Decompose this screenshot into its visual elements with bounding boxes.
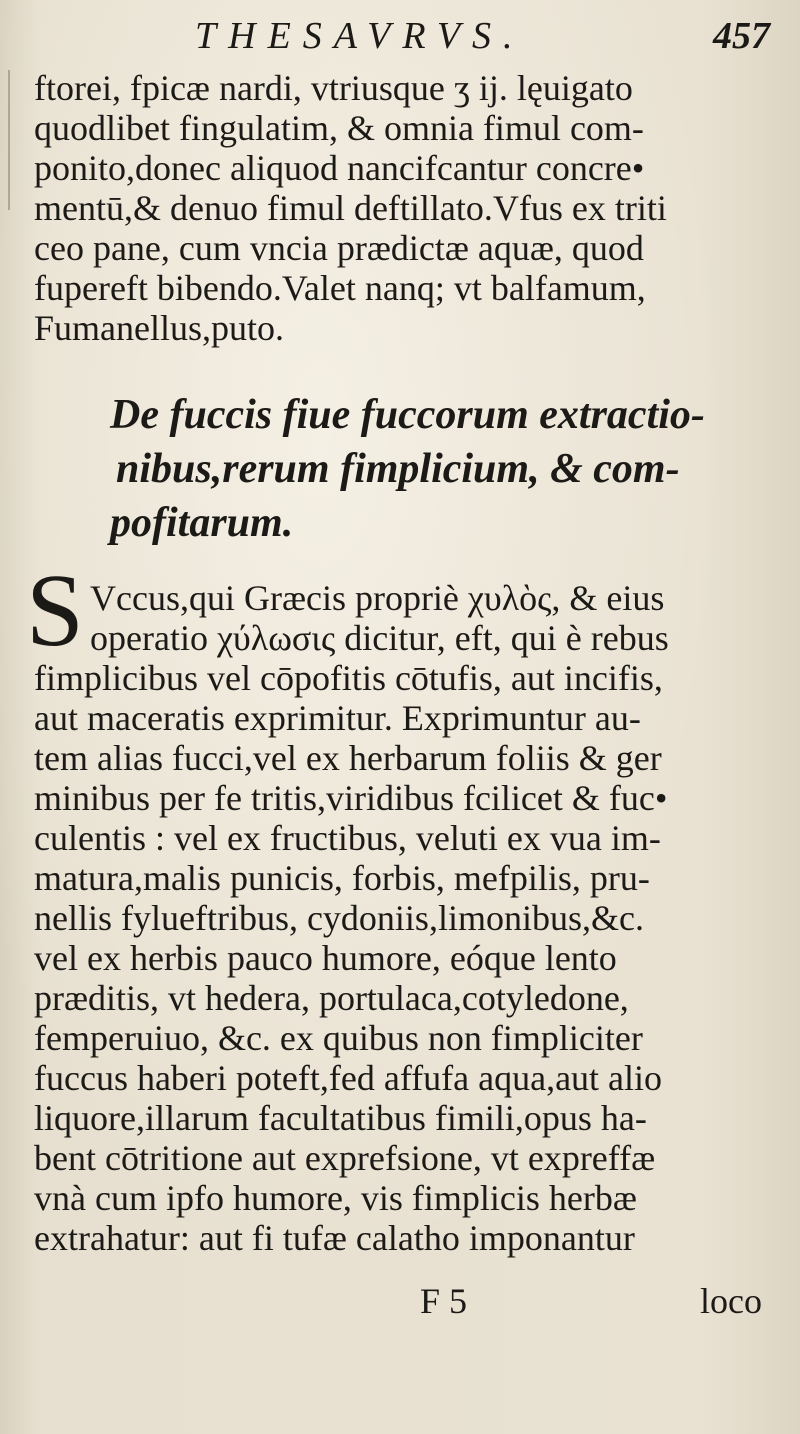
signature-mark: F 5	[420, 1281, 468, 1321]
text-line: Vccus,qui Græcis propriè χυλὸς, & eius	[90, 578, 665, 618]
text-line: vnà cum ipfo humore, vis fimplicis herbæ	[34, 1178, 637, 1218]
heading-line: De fuccis fiue fuccorum extractio-	[110, 392, 705, 438]
text-line: bent cōtritione aut exprefsione, vt expreffæ	[34, 1138, 656, 1178]
paragraph-2-opening	[90, 578, 669, 658]
heading-line: nibus,rerum fimplicium, & com-	[116, 446, 680, 492]
text-line: operatio χύλωσις dicitur, eft, qui è rebus	[90, 618, 669, 658]
text-line: fuccus haberi poteft,fed affufa aqua,aut alio	[34, 1058, 663, 1098]
section-heading	[110, 388, 790, 550]
text-line: mentū,& denuo fimul deftillato.Vfus ex triti	[34, 188, 667, 228]
text-line: quodlibet fingulatim, & omnia fimul com-	[34, 108, 644, 148]
text-line: vel ex herbis pauco humore, eóque lento	[34, 938, 617, 978]
text-line: fimplicibus vel cōpofitis cōtufis, aut incifis,	[34, 658, 663, 698]
text-line: ceo pane, cum vncia prædictæ aquæ, quod	[34, 228, 644, 268]
text-line: minibus per fe tritis,viridibus fcilicet & fuc•	[34, 778, 668, 818]
catchword: loco	[700, 1281, 762, 1321]
paragraph-2-body	[34, 658, 774, 938]
text-line: culentis : vel ex fructibus, veluti ex vua im-	[34, 818, 661, 858]
text-line: femperuiuo, &c. ex quibus non fimpliciter	[34, 1018, 643, 1058]
text-line: matura,malis punicis, forbis, mefpilis, pru-	[34, 858, 650, 898]
text-line: tem alias fucci,vel ex herbarum foliis & ger	[34, 738, 662, 778]
text-line: fupereft bibendo.Valet nanq; vt balfamum,	[34, 268, 646, 308]
margin-rule	[8, 70, 10, 210]
running-title: THESAVRVS.	[195, 15, 525, 57]
text-line: liquore,illarum facultatibus fimili,opus ha-	[34, 1098, 647, 1138]
paragraph-2-body-continued	[34, 938, 774, 1258]
text-line: nellis fylueftribus, cydoniis,limonibus,&c.	[34, 898, 644, 938]
text-line: ftorei, fpicæ nardi, vtriusque ʒ ij. lęuigato	[34, 68, 633, 108]
drop-cap: S	[26, 553, 84, 668]
text-line: ponito,donec aliquod nancifcantur concre•	[34, 148, 645, 188]
paragraph-1	[34, 68, 774, 348]
text-line: aut maceratis exprimitur. Exprimuntur au-	[34, 698, 641, 738]
text-line: Fumanellus,puto.	[34, 308, 284, 348]
text-line: præditis, vt hedera, portulaca,cotyledone,	[34, 978, 629, 1018]
page-number: 457	[713, 15, 770, 57]
heading-line: pofitarum.	[110, 500, 294, 546]
text-line: extrahatur: aut fi tufæ calatho imponantur	[34, 1218, 635, 1258]
